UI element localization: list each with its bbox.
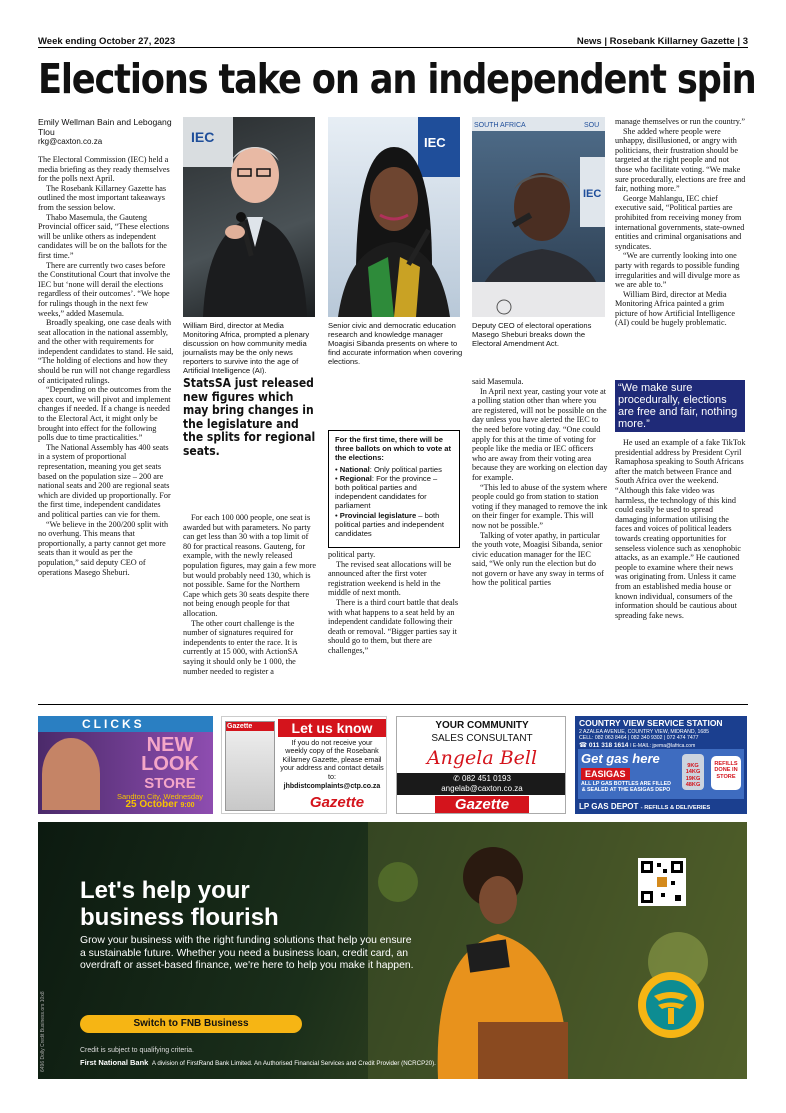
portrait-man-mic	[472, 117, 605, 317]
cv-note: ALL LP GAS BOTTLES ARE FILLED & SEALED AT THE EASIGAS DEPO	[581, 781, 671, 793]
caption-1: William Bird, director at Media Monitoring Africa, prompted a plenary discussion on how community media journalists may be the only news reporters to survive into the age of Artificial Intelligence (AI).	[183, 321, 310, 375]
letus-body: If you do not receive your weekly copy of the Rosebank Killarney Gazette, please email your address and contact details to:	[280, 738, 384, 781]
photo-masego-sheburi	[472, 117, 605, 317]
phone-icon: ✆	[453, 774, 460, 783]
iec-sign: IEC	[583, 188, 602, 200]
clicks-venue: Sandton City, Wednesday	[116, 792, 204, 801]
gazette-logo: Gazette	[309, 794, 365, 811]
mini-masthead: Gazette	[226, 722, 274, 731]
paragraph: political party.	[328, 550, 376, 559]
phone-icon: ☎	[579, 742, 588, 749]
sales-subtitle: SALES CONSULTANT	[431, 733, 533, 744]
ballots-info-box	[328, 430, 460, 548]
paragraph: The other court challenge is the number of signatures required for independents to enter the race. It is currently at 15 000, with ActionSA saying it should only be 1 000, the number needed to register a	[183, 618, 298, 676]
ad-let-us-know	[221, 716, 387, 814]
section-label: News | Rosebank Killarney Gazette | 3	[576, 36, 748, 47]
fnb-body: Grow your business with the right funding solutions that help you ensure a sustainable future. Whether you need a business loan, credit card, an overdraft or asset-based finance, we're here to help you make it happen.	[80, 935, 414, 971]
paragraph: manage themselves or run the country.”	[615, 117, 745, 126]
paragraph: “Depending on the outcomes from the apex court, we will pivot and implement changes if needed. If a change is needed to the Electoral Act, it might only be brought into effect for the following polls due to time practicalities.”	[38, 385, 172, 443]
sa-sign: SOUTH AFRICA	[474, 122, 526, 129]
fnb-footer: First National Bank A division of FirstRand Bank Limited. An Authorised Financial Services and Credit Provider (NCRCP20).	[80, 1058, 436, 1067]
letus-email: jhbdistcomplaints@ctp.co.za	[283, 783, 381, 790]
paragraph: There is a third court battle that deals with what happens to a seat held by an independent candidate following their death or removal. “Bigger parties say it should go to them, but there are challenges,”	[328, 597, 459, 655]
info-box-title: For the first time, there will be three ballots on which to vote at the elections:	[335, 435, 452, 463]
paragraph: “We are currently looking into one party with regards to possible funding irregularities and will divulge more as we are able to.”	[615, 251, 740, 290]
ad-sales-consultant	[396, 716, 566, 814]
paragraph: William Bird, director at Media Monitoring Africa painted a grim picture of how Artificial Intelligence (AI) could be hugely problematic.	[615, 289, 736, 328]
pull-quote: “We make sure procedurally, elections are free and fair, nothing more.”	[615, 380, 745, 432]
cv-phone: ☎ 011 318 1614 I E-MAIL: jpema@lafrica.com	[579, 742, 696, 749]
clicks-brand: CLICKS	[38, 716, 213, 732]
gazette-logo: Gazette	[435, 796, 529, 813]
photo-moagisi-sibanda	[328, 117, 460, 317]
fnb-tree-icon	[638, 972, 704, 1038]
paragraph: The Electoral Commission (IEC) held a media briefing as they ready themselves for the polls next April.	[38, 155, 170, 184]
paragraph: The Rosebank Killarney Gazette has outlined the most important takeaways from the session below.	[38, 183, 167, 212]
clicks-title: NEW LOOK STORE	[141, 734, 199, 792]
clicks-date: 25 October 9:00	[125, 799, 195, 810]
header-rule	[38, 47, 748, 48]
qr-code[interactable]	[638, 858, 686, 906]
article-column-2b	[328, 550, 460, 656]
sales-email[interactable]: angelab@caxton.co.za	[441, 784, 523, 793]
iec-sign: IEC	[424, 135, 446, 150]
newspaper-stack-image	[225, 721, 275, 811]
byline	[38, 117, 178, 147]
ad-country-view	[575, 716, 747, 814]
subhead: StatsSA just released new figures which may bring changes in the legislature and the splits for regional seats.	[183, 376, 316, 458]
ad-fnb	[38, 822, 747, 1079]
fnb-logo	[638, 972, 704, 1038]
headline: Elections take on an independent spin	[38, 55, 756, 103]
caption-2: Senior civic and democratic education research and knowledge manager Moagisi Sibanda presents on where to find accurate information when covering elections.	[328, 321, 463, 366]
sales-title: YOUR COMMUNITY	[435, 720, 529, 731]
cv-address: 2 AZALEA AVENUE, COUNTRY VIEW, MIDRAND, 1685	[579, 729, 710, 735]
portrait-woman	[328, 117, 460, 317]
easigas-logo: EASIGAS	[581, 768, 630, 780]
sales-phone[interactable]: ✆ 082 451 0193	[453, 774, 511, 783]
paragraph: He used an example of a fake TikTok presidential address by President Cyril Ramaphosa speaking to South Africans after the match between France and South Africa over the weekend. “Although this fake video was harmless, the technology of this kind could easily be used to spread damaging information utilising the faces and voices of political leaders towards creating opportunities for senseless violence such as xenophobic attacks, as an example.” He cautioned people to examine where their news was originating from. Unless it came from an established media house or known individual, consumers of the information should be cautious about spreading fake news.	[615, 438, 746, 620]
article-column-4b	[615, 438, 747, 620]
gas-sizes: 9KG 14KG 19KG 48KG	[682, 754, 704, 790]
refills-badge: REFILLS DONE IN STORE	[711, 756, 741, 790]
paragraph: “This led to abuse of the system where people could go from station to station voting if they managed to remove the ink on their finger for example. This will now not be possible.”	[472, 482, 608, 530]
paragraph: In April next year, casting your vote at a polling station other than where you are registered, will not be possible on the day unless you have alerted the IEC to the need before voting day. “One could apply for this at the time of voting for people like the media or IEC officers who are away from their voting area because they are working on election day for example.	[472, 386, 608, 482]
paragraph: said Masemula.	[472, 377, 524, 386]
cv-title: COUNTRY VIEW SERVICE STATION	[579, 718, 723, 728]
paragraph: Broadly speaking, one case deals with seat allocation in the national assembly, and the other with requirements for independent candidates to stand. He said, “The holding of elections and how they should be run will not change regardless of anticipated rulings.	[38, 318, 174, 385]
info-item: • Provincial legislature – both political parties and independent candidates	[335, 510, 444, 539]
paragraph: There are currently two cases before the Constitutional Court that involve the IEC but ‘none will derail the elections regardless of their outcomes’. “We hope for rulings though in the next few weeks,” added Masemula.	[38, 260, 171, 318]
sales-name: Angela Bell	[426, 747, 538, 769]
ad-model-image	[42, 738, 100, 810]
ad-divider	[38, 704, 748, 705]
iec-sign: IEC	[191, 129, 215, 145]
cv-gas-heading: Get gas here	[581, 751, 660, 766]
paragraph: Thabo Masemula, the Gauteng Provincial officer said, “These elections will be unlike others as independent candidates will be on the ballots for the first time.”	[38, 212, 170, 260]
info-item: • Regional: For the province – both political parties and independent candidates for parliament	[335, 473, 438, 511]
portrait-man-glasses	[183, 117, 315, 317]
sales-contact	[397, 773, 566, 795]
paragraph: The revised seat allocations will be announced after the first voter registration weekend is held in the middle of next month.	[328, 559, 452, 598]
paragraph: The National Assembly has 400 seats in a system of proportional representation, meaning you get seats based on the population size – 200 are national seats and 200 are regional seats which are divided up proportionally. For the first time, independent candidates and political parties can vie for them.	[38, 442, 171, 519]
photo-william-bird	[183, 117, 315, 317]
paragraph: She added where people were unhappy, disillusioned, or angry with politicians, their frustration should be targeted at the right people and not those who facilitate voting. “We make sure procedurally, elections are free and fair, nothing more.”	[615, 126, 746, 194]
cv-cell: CELL: 082 063 8464 | 082 340 9302 | 072 474 7477	[579, 735, 699, 741]
paragraph: “We believe in the 200/200 split with no overhung. This means that proportionally, a party cannot get more seats than it would as per the population,” said deputy CEO of operations Masego Sheburi.	[38, 519, 169, 577]
caption-3: Deputy CEO of electoral operations Masego Sheburi breaks down the Electoral Amendment Act.	[472, 321, 592, 348]
fnb-headline: Let's help your business flourish	[80, 877, 279, 931]
paragraph: Talking of voter apathy, in particular the youth vote, Moagisi Sibanda, senior civic education manager for the IEC said, “We only run the election but do not govern or have any sway in terms of how the political parties	[472, 530, 604, 588]
article-column-2	[183, 513, 318, 676]
cv-footer: LP GAS DEPOT - REFILLS & DELIVERIES	[579, 802, 711, 811]
issue-date: Week ending October 27, 2023	[38, 36, 176, 47]
letus-title: Let us know	[278, 719, 386, 737]
byline-email: rkg@caxton.co.za	[38, 137, 103, 146]
article-column-3	[472, 377, 608, 588]
fnb-fine-print: Credit is subject to qualifying criteria.	[80, 1047, 194, 1054]
sa-sign-2: SOU	[584, 122, 600, 129]
qr-code-icon	[638, 858, 686, 906]
article-column-4	[615, 117, 747, 328]
paragraph: For each 100 000 people, one seat is awarded but with parameters. No party can get less than 30 with a top limit of 80 for practical reasons. Gauteng, for example, with the newly released population figures, may gain a few more but would probably need 130, which is not possible. Same for the Northern Cape which gets 30 seats despite there not being enough people for that allocation.	[183, 513, 317, 618]
article-column-1	[38, 155, 174, 577]
switch-to-fnb-button[interactable]: Switch to FNB Business	[80, 1015, 302, 1033]
fnb-side-ref: 6496 Dolly Credit Business.ors 10x8	[40, 991, 46, 1072]
info-item: • National: Only political parties	[335, 464, 442, 474]
ad-clicks	[38, 716, 213, 814]
paragraph: George Mahlangu, IEC chief executive said, “Political parties are prohibited from receiving money from international governments, state-owned entities and criminal organisations and syndicates.	[615, 193, 745, 251]
byline-authors: Emily Wellman Bain and Lebogang Tlou	[38, 117, 172, 137]
